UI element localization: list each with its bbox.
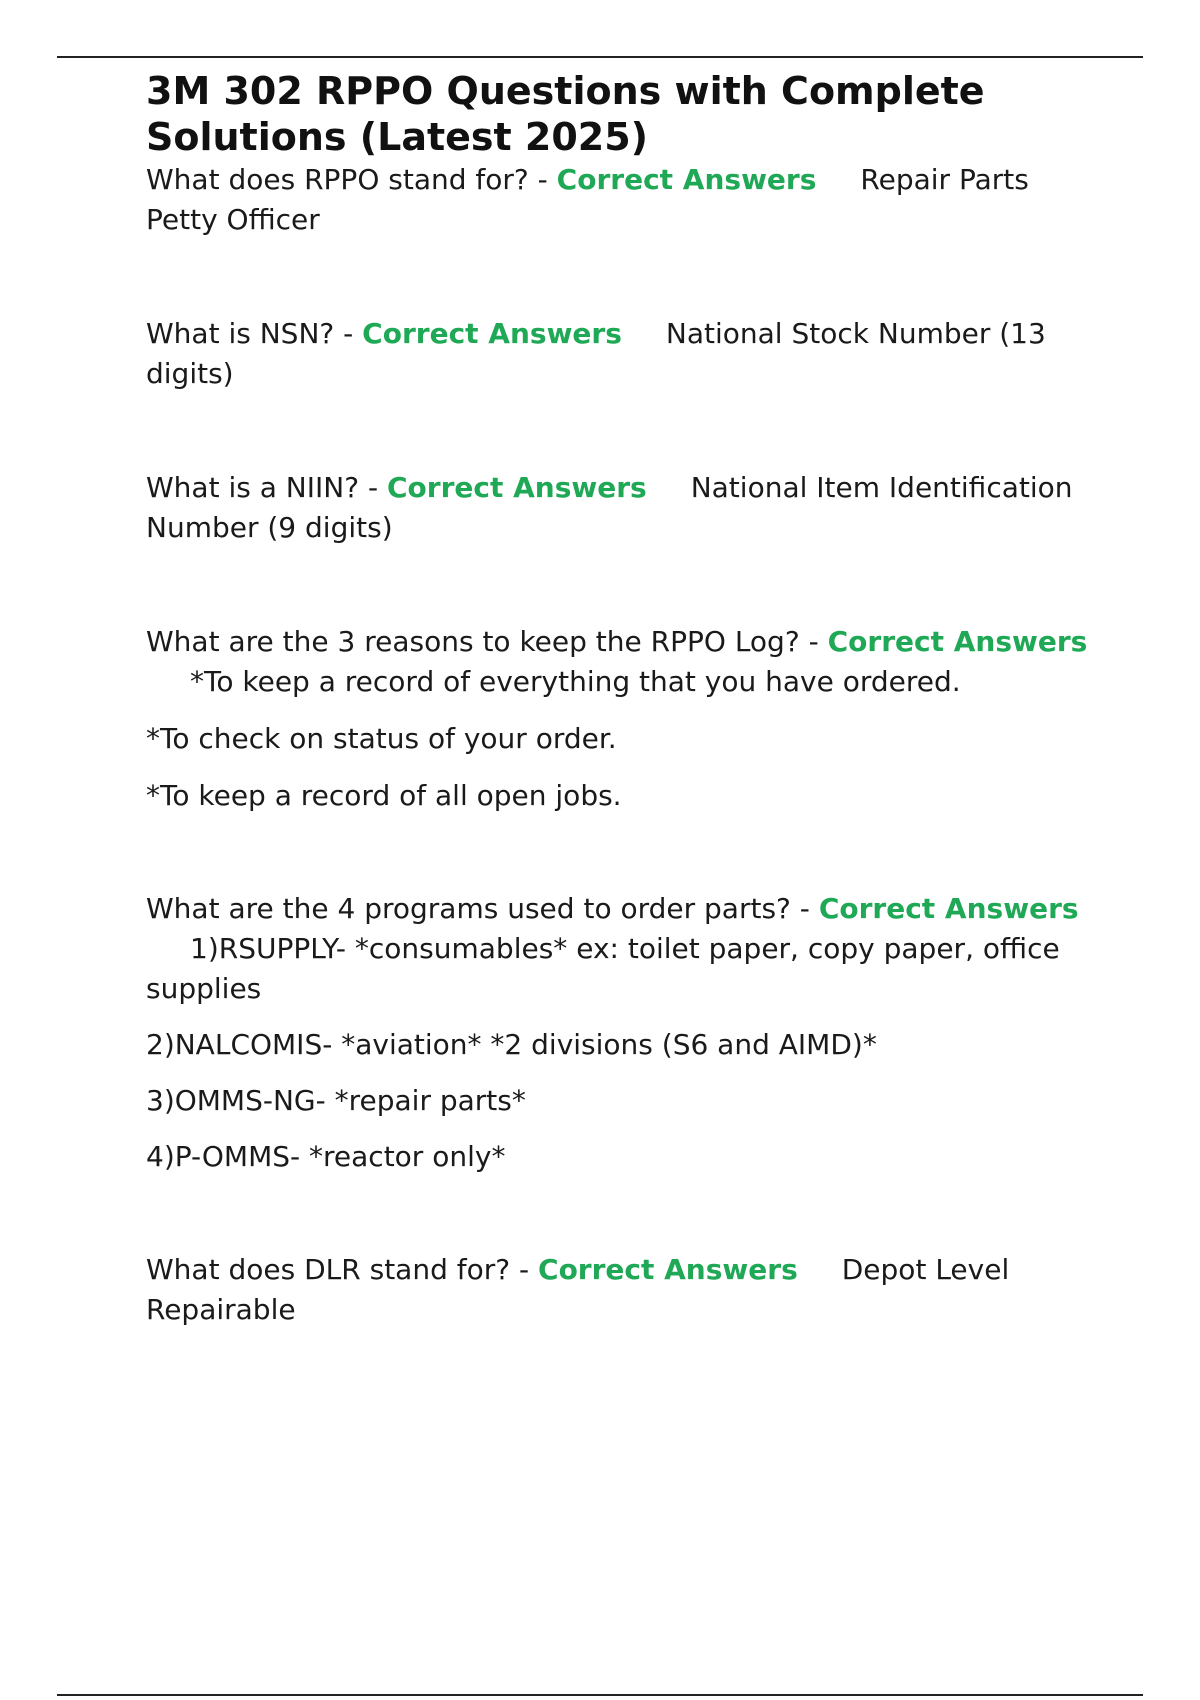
qa-paragraph bbox=[146, 622, 1091, 702]
page-title: 3M 302 RPPO Questions with Complete Solutions (Latest 2025) bbox=[146, 69, 985, 159]
qa-item-5 bbox=[146, 889, 1091, 1177]
answer-label: Correct Answers bbox=[556, 163, 817, 196]
answer-text: National Stock Number (13 digits) bbox=[146, 317, 1046, 390]
answer-label: Correct Answers bbox=[827, 625, 1088, 658]
answer-text: *To keep a record of everything that you have ordered. bbox=[190, 665, 961, 698]
answer-text: Depot Level Repairable bbox=[146, 1253, 1010, 1326]
answer-continuation: 3)OMMS-NG- *repair parts* bbox=[146, 1084, 526, 1117]
question-text: What does DLR stand for? - bbox=[146, 1253, 539, 1286]
qa-paragraph bbox=[146, 314, 1091, 394]
question-text: What is NSN? - bbox=[146, 317, 363, 350]
top-rule bbox=[57, 56, 1143, 58]
question-text: What are the 4 programs used to order parts? - bbox=[146, 892, 819, 925]
answer-continuation: 2)NALCOMIS- *aviation* *2 divisions (S6 and AIMD)* bbox=[146, 1028, 877, 1061]
answer-text: 1)RSUPPLY- *consumables* ex: toilet paper, copy paper, office supplies bbox=[146, 932, 1060, 1005]
answer-label: Correct Answers bbox=[386, 471, 647, 504]
qa-item-4 bbox=[146, 622, 1091, 816]
answer-text: National Item Identification Number (9 digits) bbox=[146, 471, 1073, 544]
answer-continuation: 4)P-OMMS- *reactor only* bbox=[146, 1140, 506, 1173]
qa-paragraph bbox=[146, 160, 1091, 240]
qa-paragraph bbox=[146, 889, 1091, 1009]
answer-label: Correct Answers bbox=[362, 317, 622, 350]
question-text: What does RPPO stand for? - bbox=[146, 163, 557, 196]
answer-label: Correct Answers bbox=[818, 892, 1079, 925]
qa-paragraph bbox=[146, 1250, 1091, 1330]
qa-paragraph bbox=[146, 468, 1091, 548]
document-body bbox=[146, 68, 1091, 1330]
answer-text: Repair Parts Petty Officer bbox=[146, 163, 1029, 236]
question-text: What are the 3 reasons to keep the RPPO Log? - bbox=[146, 625, 828, 658]
bottom-rule bbox=[57, 1694, 1143, 1696]
answer-continuation: *To check on status of your order. bbox=[146, 722, 617, 755]
qa-item-2 bbox=[146, 314, 1091, 394]
answer-continuation: *To keep a record of all open jobs. bbox=[146, 779, 622, 812]
qa-item-1 bbox=[146, 160, 1091, 240]
qa-item-3 bbox=[146, 468, 1091, 548]
qa-item-6 bbox=[146, 1250, 1091, 1330]
answer-label: Correct Answers bbox=[538, 1253, 798, 1286]
question-text: What is a NIIN? - bbox=[146, 471, 387, 504]
